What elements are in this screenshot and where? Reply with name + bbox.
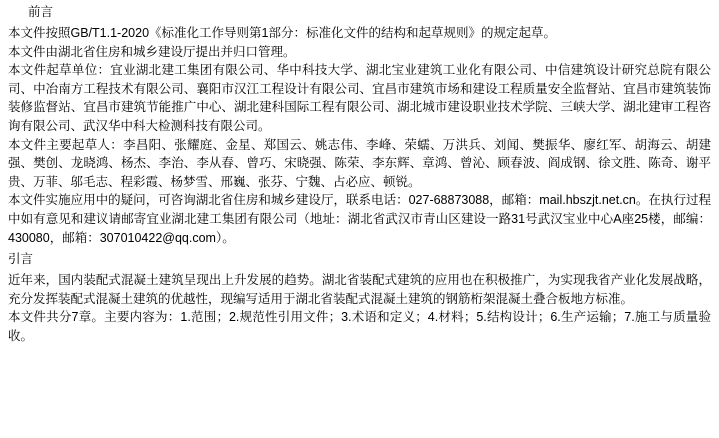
foreword-paragraph-2: 本文件由湖北省住房和城乡建设厅提出并归口管理。 [8,44,296,59]
foreword-paragraph-3: 本文件起草单位：宜业湖北建工集团有限公司、华中科技大学、湖北宝业建筑工业化有限公司、中信建筑设计研究总院有限公司、中冶南方工程技术有限公司、襄阳市汉江工程设计有限公司、宜昌市建筑市场和建设工程质量安全监督站、宜昌市建筑装饰装修监督站、宜昌市建筑节能推广中心、湖北建科国际工程有限公司、湖北城市建设职业技术学院、三峡大学、湖北建审工程咨询有限公司、武汉华中科大检测科技有限公司。 [8,63,711,133]
introduction-paragraph-2: 本文件共分7章。主要内容为：1.范围；2.规范性引用文件；3.术语和定义；4.材料；5.结构设计；6.生产运输；7.施工与质量验收。 [8,310,711,343]
introduction-paragraph-1: 近年来，国内装配式混凝土建筑呈现出上升发展的趋势。湖北省装配式建筑的应用也在积极推广，为实现我省产业化发展战略，充分发挥装配式混凝土建筑的优越性，现编写适用于湖北省装配式混凝土建筑的钢筋桁架混凝土叠合板地方标准。 [8,273,711,306]
document-page [0,4,719,438]
foreword-paragraph-1: 本文件按照GB/T1.1-2020《标准化工作导则第1部分：标准化文件的结构和起草规则》的规定起草。 [8,26,556,40]
foreword-paragraph-5: 本文件实施应用中的疑问，可咨询湖北省住房和城乡建设厅，联系电话：027-68873088，邮箱：mail.hbszjt.net.cn。在执行过程中如有意见和建议请邮寄宜业湖北建工集团有限公司（地址：湖北省武汉市青山区建设一路31号武汉宝业中心A座25楼，邮编：430080，邮箱：307010422@qq.com）。 [8,193,711,245]
foreword-heading: 前言 [28,5,54,19]
introduction-heading: 引言 [8,252,34,267]
foreword-paragraph-4: 本文件主要起草人：李昌阳、张耀庭、金星、郑国云、姚志伟、李峰、荣蠕、万洪兵、刘闻、樊振华、廖红军、胡海云、胡建强、樊创、龙晓鸿、杨杰、李治、李从春、曾巧、宋晓强、陈荣、李东辉、章鸿、曾沁、顾春波、阎成钢、徐文胜、陈奇、谢平贵、万菲、邬毛志、程彩霞、杨梦雪、邢巍、张芬、宁魏、占必应、顿锐。 [8,137,711,189]
